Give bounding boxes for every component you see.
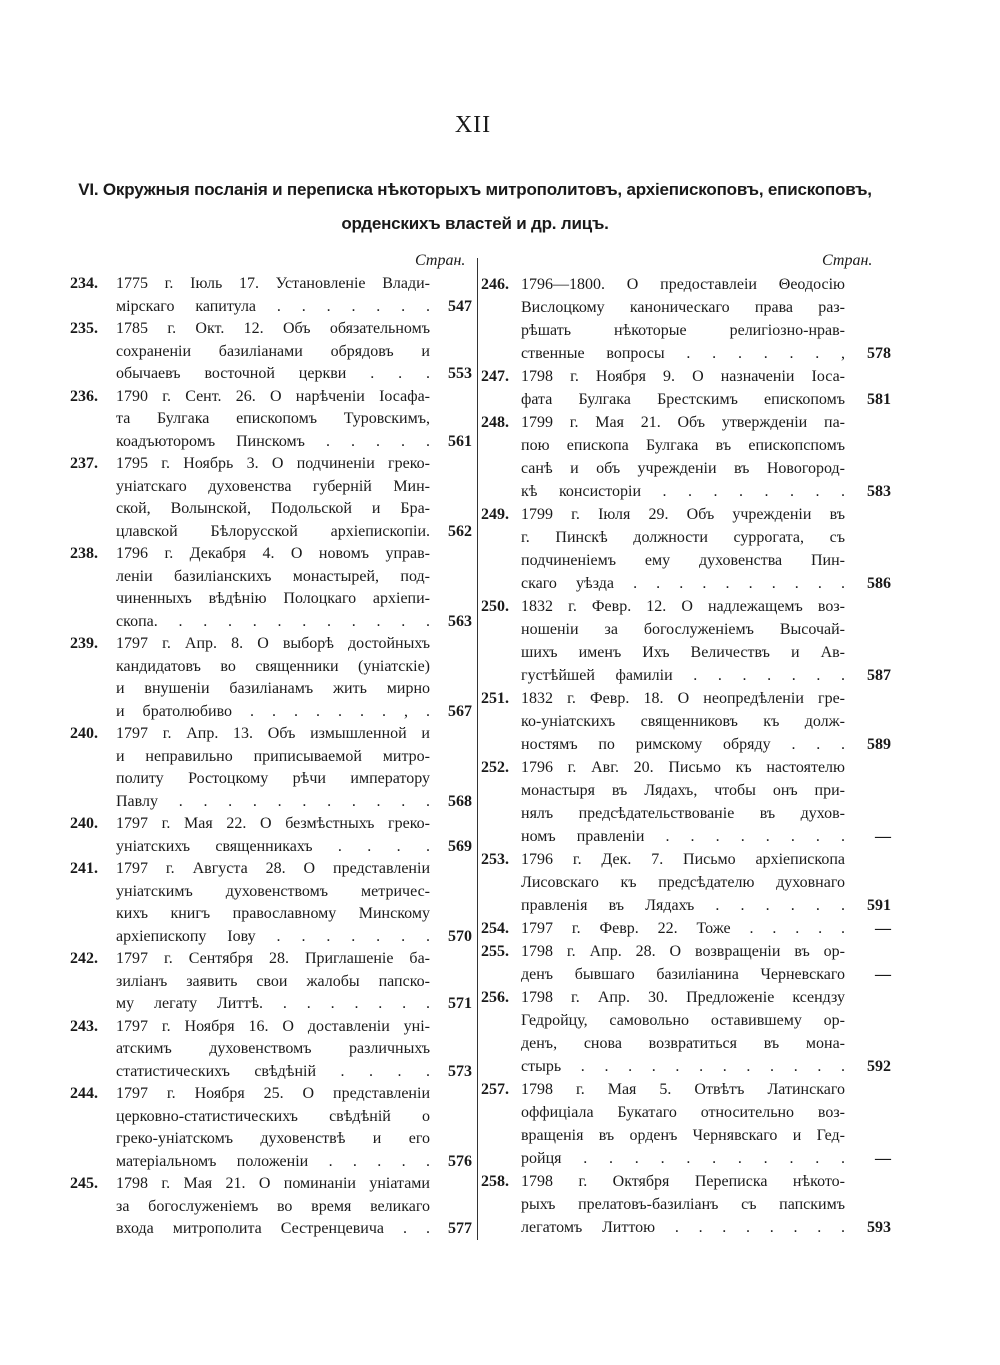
- entry-text-line: му легату Литтѣ. . . . . . . .: [116, 995, 430, 1012]
- toc-entry: [481, 411, 891, 503]
- entry-text-line: политу Ростоцкому рѣчи императору: [116, 770, 430, 787]
- column-divider: [477, 258, 478, 1240]
- entry-number: 258.: [481, 1173, 509, 1190]
- entry-text-line: 1797 г. Сентября 28. Приглашеніе ба-: [116, 950, 430, 967]
- entry-text-line: кихъ книгъ православному Минскому: [116, 905, 430, 922]
- entry-page-number: 592: [867, 1058, 891, 1075]
- entry-text-line: ройця . . . . . . . . . . .: [521, 1150, 845, 1167]
- entry-number: 250.: [481, 598, 509, 615]
- entry-page-number: 562: [448, 522, 472, 540]
- toc-entry: [481, 365, 891, 411]
- entry-number: 247.: [481, 368, 509, 385]
- entry-text-line: номъ правленіи . . . . . . . .: [521, 828, 845, 845]
- entry-text-line: 1799 г. Іюля 29. Объ учрежденіи въ: [521, 506, 845, 523]
- toc-entry: [481, 503, 891, 595]
- entry-text-line: уніатскаго духовенства губерній Мин-: [116, 477, 430, 495]
- entry-page-number: 573: [448, 1062, 472, 1080]
- entry-text-line: и неправильно приписываемой митро-: [116, 747, 430, 765]
- entry-text-line: вращенія въ орденъ Чернявскаго и Гед-: [521, 1127, 845, 1144]
- entry-page-number: 581: [867, 391, 891, 408]
- entry-text-line: ственные вопросы . . . . . . ,: [521, 345, 845, 362]
- entry-text-line: 1798 г. Ноября 9. О назначеніи Іоса-: [521, 368, 845, 385]
- entry-text-line: уніатскихъ священникахъ . . . .: [116, 837, 430, 855]
- entry-page-number: 586: [867, 575, 891, 592]
- entry-number: 245.: [70, 1175, 98, 1192]
- entry-page-number: 561: [448, 432, 472, 450]
- entry-text-line: 1798 г. Апр. 30. Предложеніе ксендзу: [521, 989, 845, 1006]
- toc-entry: [481, 756, 891, 848]
- entry-text-line: Гедройцу, самовольно оставившему ор-: [521, 1012, 845, 1029]
- entry-text-line: 1796 г. Декабря 4. О новомъ управ-: [116, 545, 430, 562]
- toc-entry: [481, 940, 891, 986]
- entry-text-line: рыхъ прелатовъ-базиліанъ съ папскимъ: [521, 1196, 845, 1213]
- toc-entry: [481, 687, 891, 756]
- entry-text-line: 1798 г. Мая 5. Отвѣтъ Латинскаго: [521, 1081, 845, 1098]
- entry-text-line: санѣ и объ учрежденіи въ Новогород-: [521, 460, 845, 477]
- entry-page-number: 569: [448, 837, 472, 855]
- entry-text-line: г. Пинскѣ должности суррогата, съ: [521, 529, 845, 546]
- entry-number: 240.: [70, 725, 98, 742]
- toc-entry: [70, 633, 472, 723]
- toc-entry: [481, 595, 891, 687]
- entry-text-line: за богослуженіемъ во время великаго: [116, 1197, 430, 1215]
- entry-text-line: стырь . . . . . . . . . . . .: [521, 1058, 845, 1075]
- entry-page-number: 587: [867, 667, 891, 684]
- entry-page-number: 570: [448, 927, 472, 945]
- entry-text-line: нялъ предсѣдательствованіе въ духов-: [521, 805, 845, 822]
- entry-number: 252.: [481, 759, 509, 776]
- entry-text-line: 1799 г. Мая 21. Объ утвержденіи па-: [521, 414, 845, 431]
- entry-page-number: —: [875, 828, 891, 845]
- entry-text-line: 1797 г. Мая 22. О безмѣстныхъ греко-: [116, 815, 430, 832]
- entry-text-line: рѣшать нѣкоторые религіозно-нрав-: [521, 322, 845, 339]
- entry-text-line: Вислоцкому каноническаго права раз-: [521, 299, 845, 316]
- entry-text-line: церковно-статистическихъ свѣдѣній о: [116, 1107, 430, 1125]
- toc-entry: [70, 1016, 472, 1084]
- entry-number: 255.: [481, 943, 509, 960]
- entry-page-number: 568: [448, 792, 472, 810]
- section-heading-text: VI. Окружныя посланія и переписка нѣкоторыхъ митрополитовъ, архіепископовъ, епископовъ,: [78, 180, 872, 199]
- entry-number: 240.: [70, 815, 98, 832]
- toc-entry: [481, 1078, 891, 1170]
- entry-text-line: чиненныхъ вѣдѣнію Полоцкаго архіепи-: [116, 590, 430, 607]
- entry-text-line: обычаевъ восточной церкви . . .: [116, 365, 430, 382]
- entry-text-line: монастыря въ Лядахъ, чтобы онъ при-: [521, 782, 845, 799]
- entry-number: 241.: [70, 860, 98, 877]
- entry-number: 236.: [70, 387, 98, 405]
- entry-page-number: 583: [867, 483, 891, 500]
- toc-entry: [481, 848, 891, 917]
- entry-page-number: 567: [448, 702, 472, 720]
- entry-number: 249.: [481, 506, 509, 523]
- entry-number: 242.: [70, 950, 98, 967]
- entry-number: 234.: [70, 275, 98, 292]
- entry-text-line: кандидатовъ во священники (уніатскіе): [116, 657, 430, 675]
- toc-entry: [481, 1170, 891, 1239]
- left-column-entries: [70, 273, 472, 1241]
- toc-entry: [70, 813, 472, 858]
- toc-entry: [70, 1083, 472, 1173]
- entry-text-line: подчиненіемъ ему духовенства Пин-: [521, 552, 845, 569]
- entry-text-line: 1798 г. Октября Переписка нѣкото-: [521, 1173, 845, 1190]
- toc-entry: [481, 917, 891, 940]
- entry-text-line: пою епископа Булгака въ епископспомъ: [521, 437, 845, 454]
- entry-text-line: статистическихъ свѣдѣній . . . .: [116, 1062, 430, 1080]
- entry-text-line: и внушеніи базиліанамъ жить мирно: [116, 680, 430, 697]
- entry-number: 256.: [481, 989, 509, 1006]
- entry-page-number: 576: [448, 1152, 472, 1170]
- right-column-page-header: Стран.: [822, 252, 873, 269]
- entry-text-line: скаго уѣзда . . . . . . . . . .: [521, 575, 845, 592]
- entry-number: 238.: [70, 545, 98, 562]
- entry-text-line: 1790 г. Сент. 26. О нарѣченіи Іосафа-: [116, 387, 430, 405]
- page-number: XII: [454, 112, 492, 138]
- entry-text-line: 1797 г. Февр. 22. Тоже . . . . .: [521, 920, 845, 937]
- entry-number: 246.: [481, 276, 509, 293]
- entry-text-line: и братолюбиво . . . . . . . , .: [116, 702, 430, 720]
- entry-text-line: ностямъ по римскому обряду . . .: [521, 736, 845, 753]
- entry-text-line: 1832 г. Февр. 18. О неопредѣленіи гре-: [521, 690, 845, 707]
- entry-page-number: 571: [448, 995, 472, 1012]
- entry-text-line: Павлу . . . . . . . . . . .: [116, 792, 430, 810]
- entry-text-line: 1796 г. Авг. 20. Письмо къ настоятелю: [521, 759, 845, 776]
- entry-text-line: скопа. . . . . . . . . . . .: [116, 612, 430, 630]
- entry-text-line: ко-уніатскихъ священниковъ къ долж-: [521, 713, 845, 730]
- left-column-page-header: Стран.: [415, 252, 466, 269]
- entry-text-line: входа митрополита Сестренцевича . .: [116, 1220, 430, 1237]
- entry-text-line: леніи базиліанскихъ монастырей, под-: [116, 567, 430, 585]
- entry-text-line: оффиціала Букатаго относительно воз-: [521, 1104, 845, 1121]
- section-heading-text: орденскихъ властей и др. лицъ.: [341, 214, 609, 233]
- entry-number: 251.: [481, 690, 509, 707]
- entry-text-line: ношеніи за богослуженіемъ Высочай-: [521, 621, 845, 638]
- entry-text-line: 1797 г. Ноября 25. О представленіи: [116, 1085, 430, 1102]
- entry-text-line: греко-уніатскомъ духовенствѣ и его: [116, 1130, 430, 1147]
- entry-text-line: 1797 г. Августа 28. О представленіи: [116, 860, 430, 877]
- entry-text-line: матеріальномъ положеніи . . . . .: [116, 1152, 430, 1170]
- toc-entry: [70, 723, 472, 813]
- entry-text-line: сохраненіи базиліанами обрядовъ и: [116, 342, 430, 360]
- entry-page-number: 553: [448, 365, 472, 382]
- toc-entry: [481, 986, 891, 1078]
- section-heading-line-2: [60, 214, 890, 234]
- entry-text-line: шихъ именъ Ихъ Величествъ и Ав-: [521, 644, 845, 661]
- entry-text-line: 1775 г. Іюль 17. Установленіе Влади-: [116, 275, 430, 292]
- entry-text-line: 1798 г. Апр. 28. О возвращеніи въ ор-: [521, 943, 845, 960]
- entry-number: 237.: [70, 455, 98, 472]
- entry-number: 248.: [481, 414, 509, 431]
- toc-entry: [70, 318, 472, 386]
- entry-number: 239.: [70, 635, 98, 652]
- right-column-entries: [481, 273, 891, 1239]
- entry-text-line: 1796 г. Дек. 7. Письмо архіепископа: [521, 851, 845, 868]
- entry-number: 235.: [70, 320, 98, 337]
- entry-number: 243.: [70, 1017, 98, 1035]
- entry-text-line: мірскаго капитула . . . . . . .: [116, 297, 430, 315]
- entry-page-number: —: [875, 966, 891, 983]
- entry-text-line: цлавской Бѣлорусской архіепископіи.: [116, 522, 430, 540]
- entry-text-line: уніатскимъ духовенствомъ метричес-: [116, 882, 430, 900]
- entry-page-number: 593: [867, 1219, 891, 1236]
- entry-text-line: кѣ консисторіи . . . . . . . .: [521, 483, 845, 500]
- entry-text-line: коадъюторомъ Пинскомъ . . . . .: [116, 432, 430, 450]
- toc-entry: [70, 273, 472, 318]
- entry-page-number: —: [875, 920, 891, 937]
- entry-page-number: 547: [448, 297, 472, 315]
- entry-text-line: архіепископу Іову . . . . . . .: [116, 927, 430, 945]
- entry-page-number: 577: [448, 1220, 472, 1237]
- entry-number: 253.: [481, 851, 509, 868]
- entry-number: 244.: [70, 1085, 98, 1102]
- toc-entry: [70, 453, 472, 543]
- entry-page-number: 591: [867, 897, 891, 914]
- section-heading-line-1: [60, 180, 890, 200]
- entry-text-line: 1796—1800. О предоставлеіи Θеодосію: [521, 276, 845, 293]
- entry-text-line: зиліанъ заявить свои жалобы папско-: [116, 972, 430, 990]
- entry-text-line: правленія въ Лядахъ . . . . . .: [521, 897, 845, 914]
- entry-text-line: 1797 г. Ноября 16. О доставленіи уні-: [116, 1017, 430, 1035]
- toc-entry: [70, 948, 472, 1016]
- entry-text-line: денъ, снова возвратиться въ мона-: [521, 1035, 845, 1052]
- entry-page-number: 578: [867, 345, 891, 362]
- entry-text-line: 1797 г. Апр. 13. Объ измышленной и: [116, 725, 430, 742]
- entry-text-line: легатомъ Литтою . . . . . . . .: [521, 1219, 845, 1236]
- toc-entry: [70, 858, 472, 948]
- entry-number: 254.: [481, 920, 509, 937]
- entry-text-line: 1798 г. Мая 21. О поминаніи уніатами: [116, 1175, 430, 1192]
- entry-page-number: —: [875, 1150, 891, 1167]
- toc-entry: [481, 273, 891, 365]
- entry-text-line: 1795 г. Ноябрь 3. О подчиненіи греко-: [116, 455, 430, 472]
- entry-text-line: 1832 г. Февр. 12. О надлежащемъ воз-: [521, 598, 845, 615]
- entry-text-line: та Булгака епископомъ Туровскимъ,: [116, 410, 430, 427]
- entry-text-line: атскимъ духовенствомъ различныхъ: [116, 1040, 430, 1057]
- entry-text-line: Лисовскаго къ предсѣдателю духовнаго: [521, 874, 845, 891]
- toc-entry: [70, 543, 472, 633]
- entry-text-line: густѣйшей фамиліи . . . . . . .: [521, 667, 845, 684]
- toc-entry: [70, 1173, 472, 1241]
- entry-text-line: денъ бывшаго базиліанина Черневскаго: [521, 966, 845, 983]
- entry-page-number: 563: [448, 612, 472, 630]
- entry-text-line: ской, Волынской, Подольской и Бра-: [116, 500, 430, 517]
- entry-text-line: 1797 г. Апр. 8. О выборѣ достойныхъ: [116, 635, 430, 652]
- entry-number: 257.: [481, 1081, 509, 1098]
- entry-page-number: 589: [867, 736, 891, 753]
- entry-text-line: 1785 г. Окт. 12. Объ обязательномъ: [116, 320, 430, 337]
- toc-entry: [70, 386, 472, 454]
- entry-text-line: фата Булгака Брестскимъ епископомъ: [521, 391, 845, 408]
